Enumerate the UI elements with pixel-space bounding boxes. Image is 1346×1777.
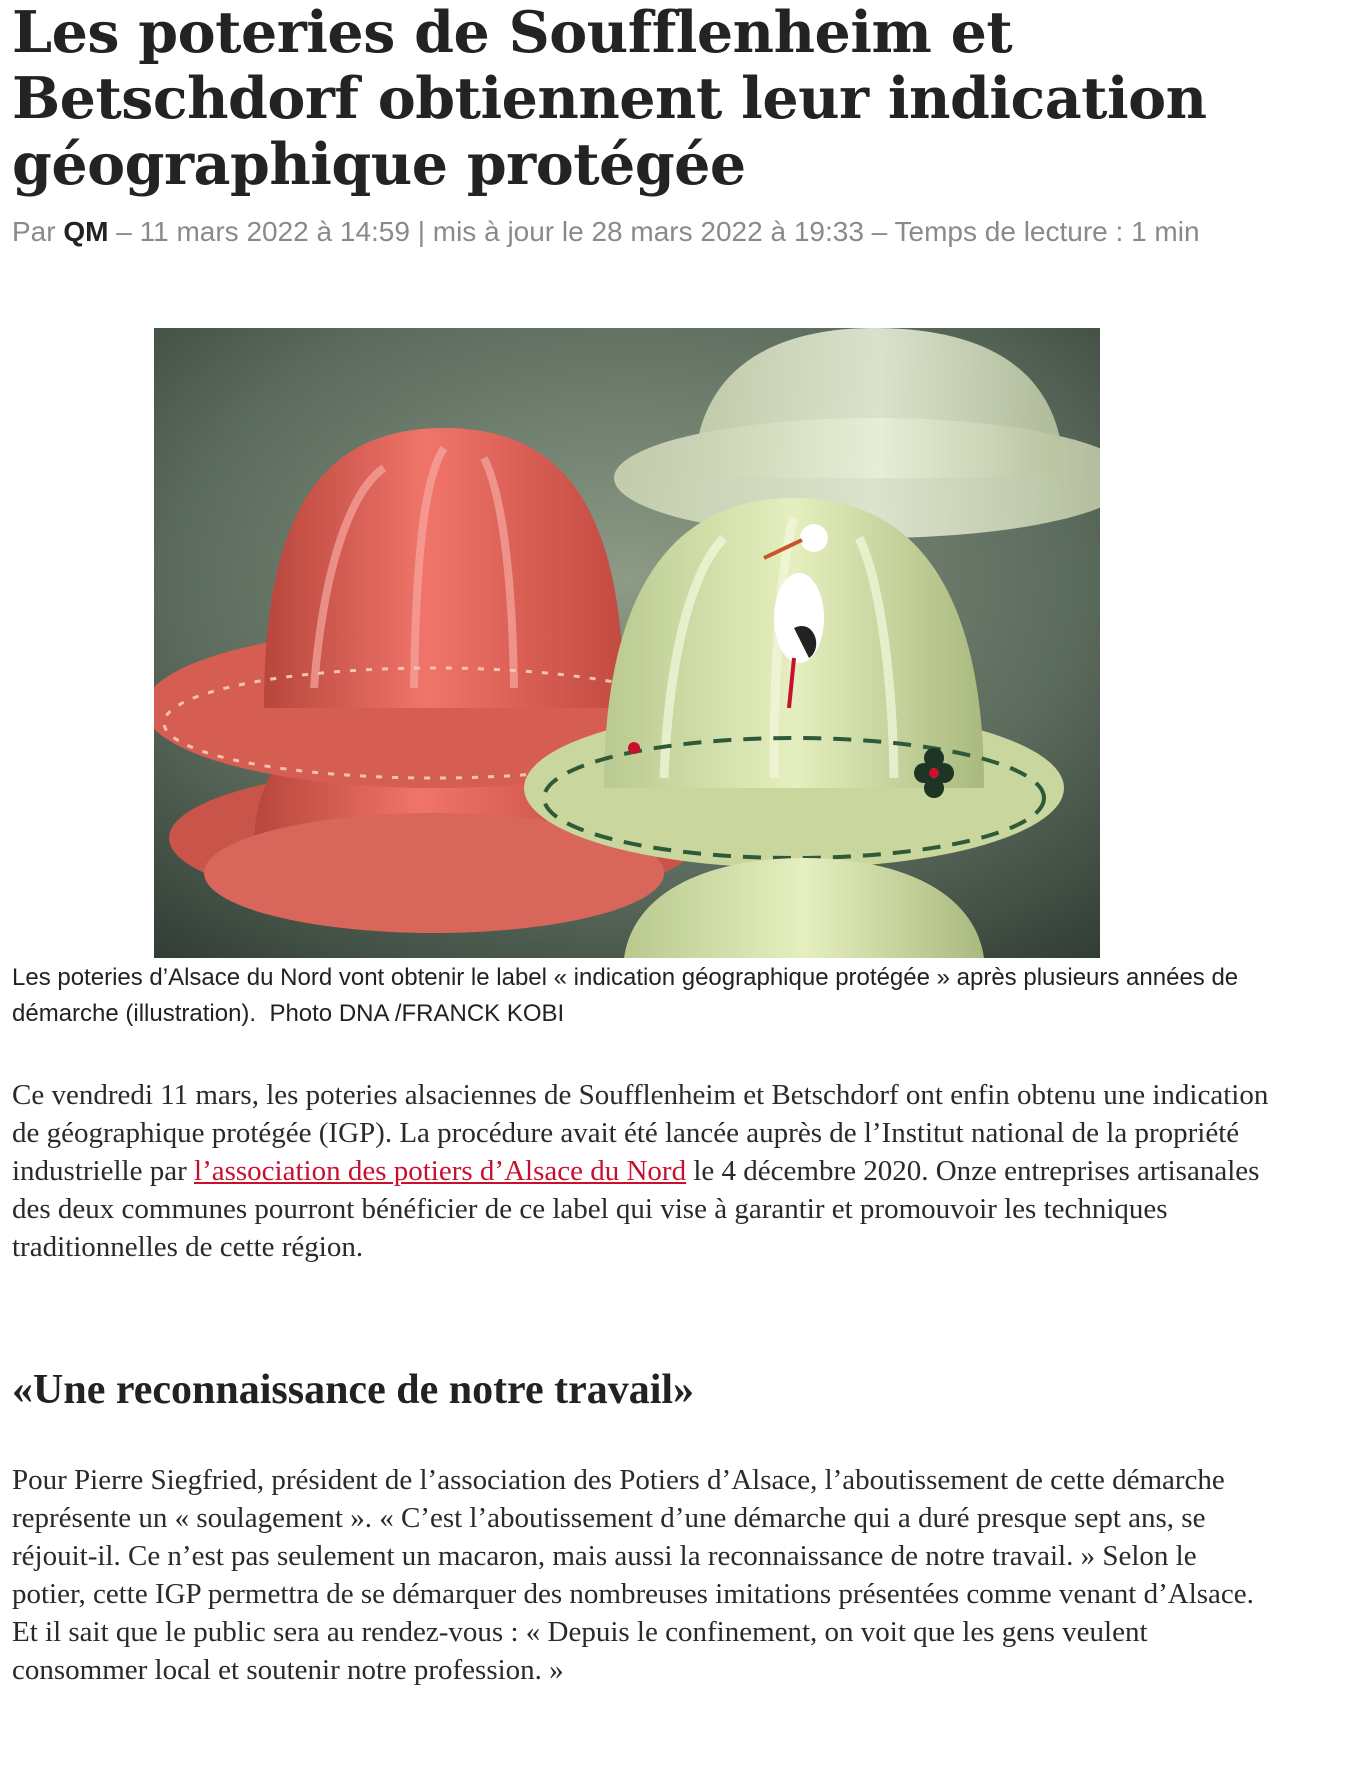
article-paragraph-2: Pour Pierre Siegfried, président de l’association des Potiers d’Alsace, l’aboutissement de cette démarche représente un « soulagement ». « C’est l’aboutissement d’une démarche qui a duré presque sept ans, se réjouit-il. Ce n’est pas seulement un macaron, mais aussi la reconnaissance de notre travail. » Selon le potier, cette IGP permettra de se démarquer des nombreuses imitations présentées comme venant d’Alsace. Et il sait que le public sera au rendez-vous : « Depuis le confinement, on voit que les gens veulent consommer local et soutenir notre profession. » — [12, 1464, 1254, 1686]
article-subheading: «Une reconnaissance de notre travail» — [12, 1367, 695, 1413]
photo-credit: Photo DNA /FRANCK KOBI — [269, 1000, 565, 1027]
article-title: Les poteries de Soufflenheim et Betschdorf obtiennent leur indication géographique protégée — [12, 0, 1207, 198]
byline-prefix: Par — [12, 216, 64, 247]
kougelhopf-molds-photo-icon — [154, 328, 1100, 958]
paragraph-text: le 4 décembre 2020. Onze entreprises artisanales des deux communes pourront bénéficier de ce label qui vise à garantir et promouvoir les techniques traditionnelles de cette région. — [12, 1155, 1260, 1263]
paragraph-text: Ce vendredi 11 mars, les poteries alsaciennes de Soufflenheim et Betschdorf ont enfin obtenu une indication de géographique protégée (IGP). La procédure avait été lancée auprès de l’Institut national de la propriété industrielle par — [12, 1079, 1269, 1187]
association-link[interactable]: l’association des potiers d’Alsace du Nord — [194, 1155, 687, 1187]
article-header — [12, 0, 1262, 252]
article-photo[interactable] — [154, 328, 1100, 958]
photo-caption — [12, 960, 1272, 1032]
author-name[interactable]: QM — [63, 216, 109, 247]
article-paragraph-1 — [12, 1076, 1274, 1266]
caption-text: Les poteries d’Alsace du Nord vont obtenir le label « indication géographique protégée » après plusieurs années de démarche (illustration). — [12, 964, 1239, 1027]
article-byline — [12, 212, 1262, 252]
byline-dates: – 11 mars 2022 à 14:59 | mis à jour le 28 mars 2022 à 19:33 – Temps de lecture : 1 min — [108, 216, 1200, 247]
